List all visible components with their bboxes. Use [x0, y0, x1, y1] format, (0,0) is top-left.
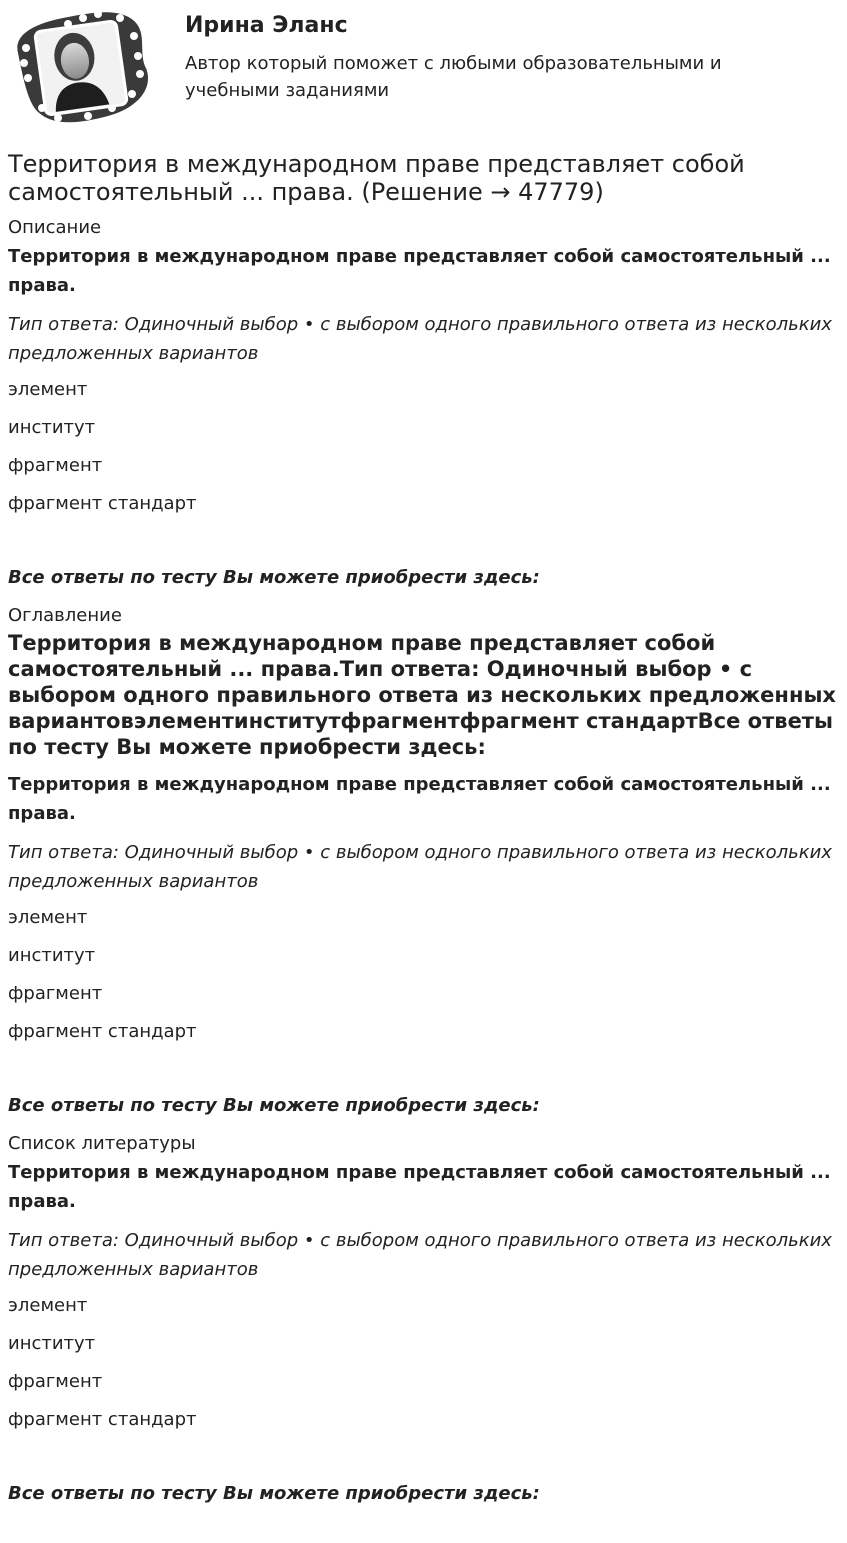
buy-answers-text: Все ответы по тесту Вы можете приобрести здесь:: [8, 567, 540, 588]
answer-option: фрагмент стандарт: [8, 1021, 197, 1042]
toc-heading: Территория в международном праве представляет собой самостоятельный ... права.Тип ответа: Одиночный выбор • с выбором одного правильного ответа из нескольких предложенных вариантовэлементинститутфрагментфрагмент стандартВсе ответы по тесту Вы можете приобрести здесь:: [8, 631, 836, 759]
question-title: Территория в международном праве представляет собой самостоятельный ... права.: [8, 1162, 831, 1212]
answer-option: фрагмент стандарт: [8, 1409, 197, 1430]
answer-option: элемент: [8, 379, 88, 400]
author-description: Автор который поможет с любыми образовательными и учебными заданиями: [185, 53, 722, 101]
section-label-description: Описание: [8, 217, 102, 238]
answer-option: институт: [8, 945, 96, 966]
answer-option: фрагмент: [8, 1371, 103, 1392]
answer-option: институт: [8, 417, 96, 438]
answer-option: фрагмент стандарт: [8, 493, 197, 514]
film-frame-avatar: [8, 8, 150, 126]
answer-option: фрагмент: [8, 983, 103, 1004]
answer-type: Тип ответа: Одиночный выбор • с выбором одного правильного ответа из нескольких предложенных вариантов: [8, 1230, 832, 1280]
description-section: [8, 216, 839, 590]
answer-option: институт: [8, 1333, 96, 1354]
answer-type: Тип ответа: Одиночный выбор • с выбором одного правильного ответа из нескольких предложенных вариантов: [8, 314, 832, 364]
answer-option: элемент: [8, 907, 88, 928]
literature-section: [8, 1132, 839, 1506]
section-label-literature: Список литературы: [8, 1133, 196, 1154]
answer-option: элемент: [8, 1295, 88, 1316]
buy-answers-text: Все ответы по тесту Вы можете приобрести здесь:: [8, 1095, 540, 1116]
author-avatar-icon: [8, 8, 150, 126]
toc-section: [8, 604, 839, 1118]
question-title: Территория в международном праве представляет собой самостоятельный ... права.: [8, 246, 831, 296]
page-title: Территория в международном праве представляет собой самостоятельный ... права. (Решение → 47779): [8, 150, 745, 206]
section-label-toc: Оглавление: [8, 605, 122, 626]
author-name[interactable]: Ирина Эланс: [185, 13, 348, 38]
answer-type: Тип ответа: Одиночный выбор • с выбором одного правильного ответа из нескольких предложенных вариантов: [8, 842, 832, 892]
answer-option: фрагмент: [8, 455, 103, 476]
question-title: Территория в международном праве представляет собой самостоятельный ... права.: [8, 774, 831, 824]
buy-answers-text: Все ответы по тесту Вы можете приобрести здесь:: [8, 1483, 540, 1504]
main-content: [0, 150, 847, 1506]
author-header: [0, 0, 847, 140]
